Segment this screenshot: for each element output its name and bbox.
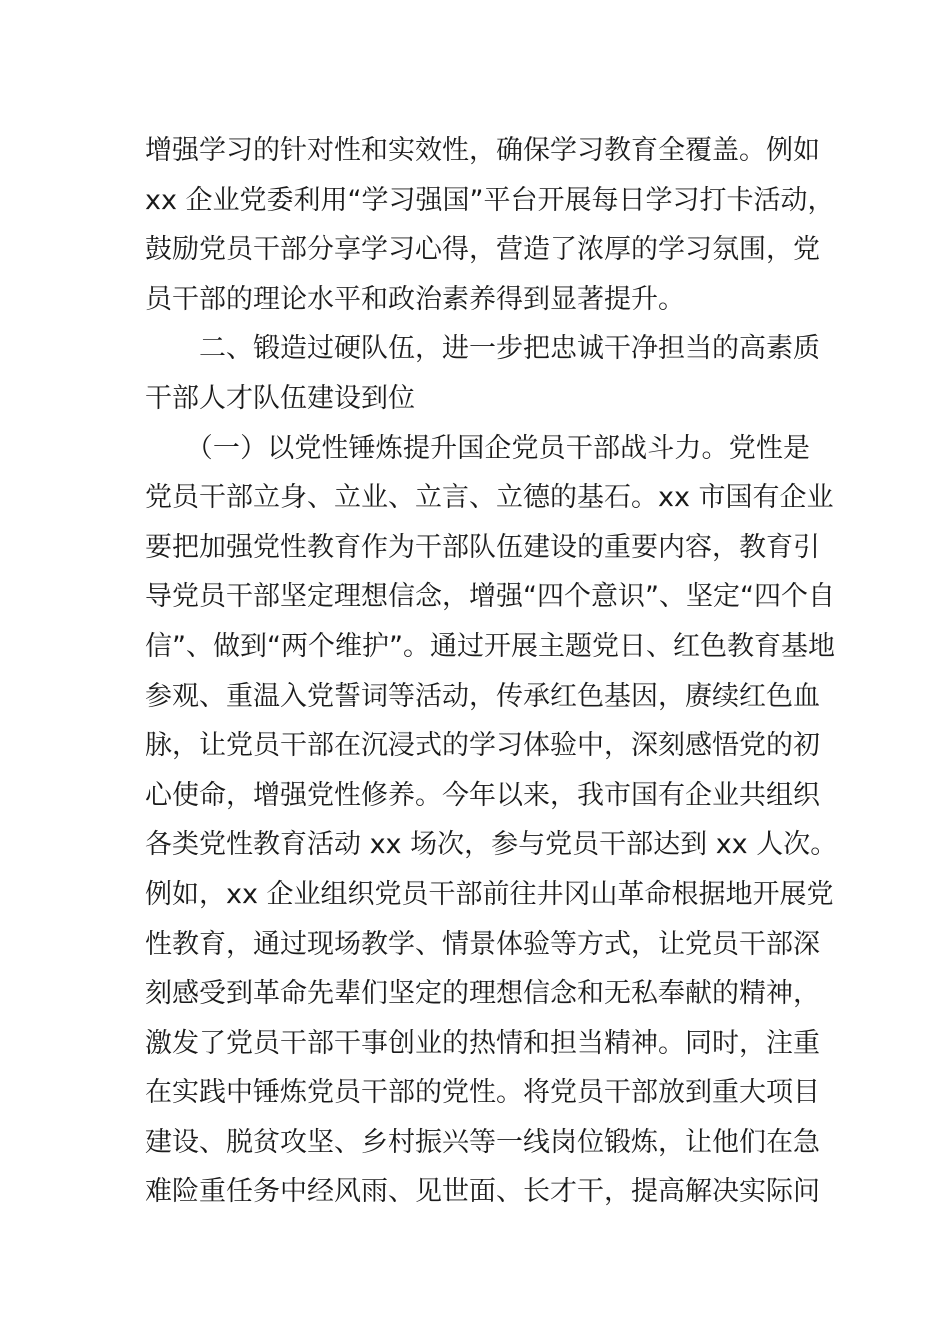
text-line: 党员干部立身、立业、立言、立德的基石。xx 市国有企业 [145, 482, 834, 514]
text-line: 性教育，通过现场教学、情景体验等方式，让党员干部深 [145, 928, 820, 960]
text-line: 信”、做到“两个维护”。通过开展主题党日、红色教育基地 [145, 630, 835, 662]
body-text [145, 126, 838, 1217]
text-line: 例如，xx 企业组织党员干部前往井冈山革命根据地开展党 [145, 878, 834, 910]
text-line: 在实践中锤炼党员干部的党性。将党员干部放到重大项目 [145, 1077, 820, 1109]
text-line: 各类党性教育活动 xx 场次，参与党员干部达到 xx 人次。 [145, 829, 838, 861]
text-line: 刻感受到革命先辈们坚定的理想信念和无私奉献的精神， [145, 978, 820, 1010]
text-line: 增强学习的针对性和实效性，确保学习教育全覆盖。例如 [145, 135, 820, 166]
text-line: 难险重任务中经风雨、见世面、长才干，提高解决实际问 [145, 1176, 820, 1208]
text-line: 参观、重温入党誓词等活动，传承红色基因，赓续红色血 [145, 680, 820, 712]
text-line: 激发了党员干部干事创业的热情和担当精神。同时，注重 [145, 1027, 820, 1059]
text-line: 建设、脱贫攻坚、乡村振兴等一线岗位锻炼，让他们在急 [145, 1126, 820, 1158]
text-line: 脉，让党员干部在沉浸式的学习体验中，深刻感悟党的初 [145, 730, 820, 762]
text-line: 员干部的理论水平和政治素养得到显著提升。 [145, 283, 685, 315]
text-line: 导党员干部坚定理想信念，增强“四个意识”、坚定“四个自 [145, 581, 835, 613]
text-line: 要把加强党性教育作为干部队伍建设的重要内容，教育引 [145, 531, 820, 563]
text-line: 心使命，增强党性修养。今年以来，我市国有企业共组织 [145, 779, 820, 811]
section-heading-line: 二、锻造过硬队伍，进一步把忠诚干净担当的高素质 [145, 333, 820, 365]
subsection-heading-line: （一）以党性锤炼提升国企党员干部战斗力。党性是 [145, 432, 810, 464]
section-heading-line: 干部人才队伍建设到位 [145, 382, 415, 414]
text-line: xx 企业党委利用“学习强国”平台开展每日学习打卡活动， [145, 184, 835, 216]
text-line: 鼓励党员干部分享学习心得，营造了浓厚的学习氛围，党 [145, 234, 820, 266]
